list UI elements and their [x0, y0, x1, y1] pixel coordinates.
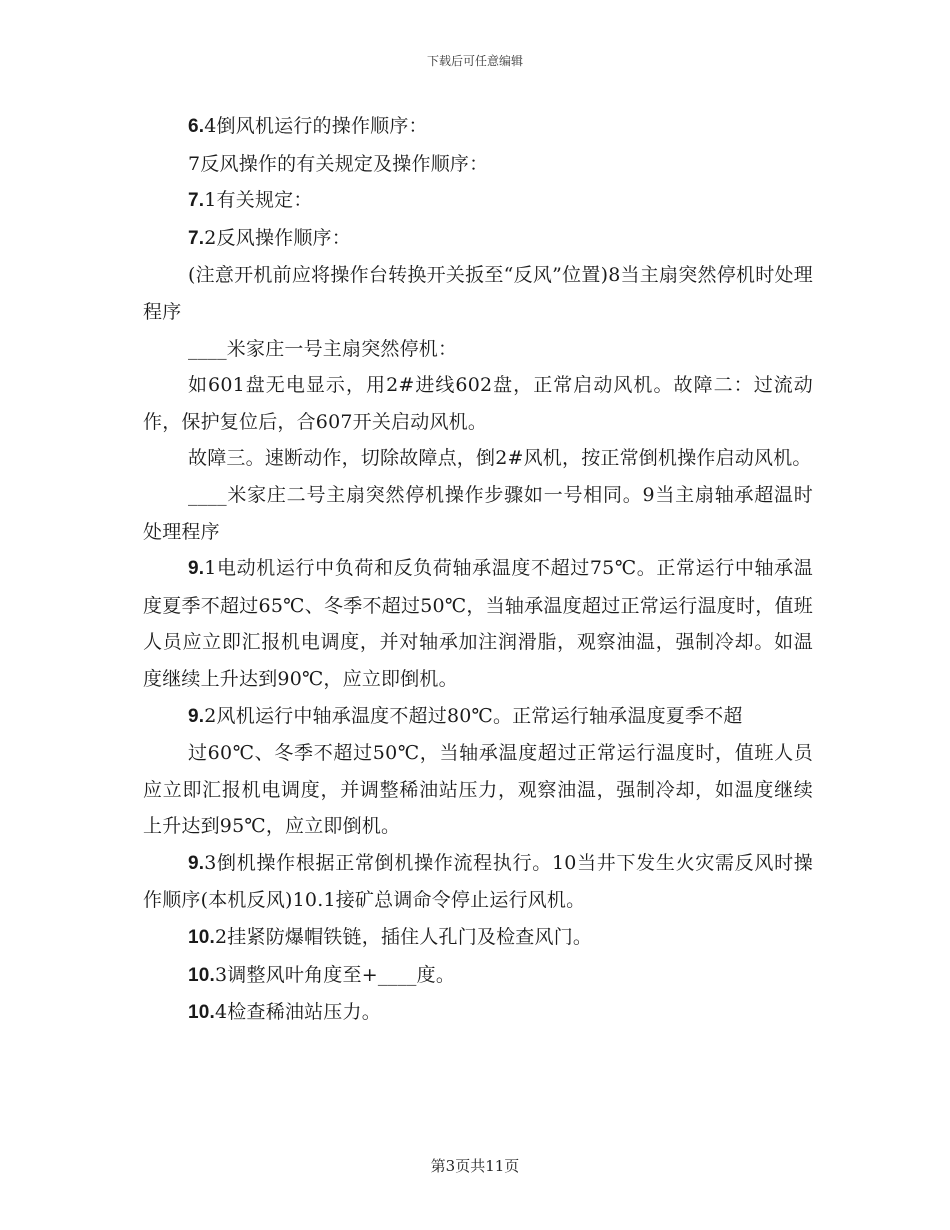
document-body — [143, 108, 813, 1032]
section-number: 6. — [188, 116, 205, 137]
paragraph-text: 如601盘无电显示，用2#进线602盘，正常启动风机。故障二：过流动作，保护复位后，合607开关启动风机。 — [143, 374, 813, 433]
section-number: 10. — [188, 927, 216, 949]
paragraph — [143, 257, 813, 330]
paragraph — [143, 845, 813, 919]
paragraph — [143, 220, 813, 258]
paragraph — [143, 698, 813, 736]
paragraph-text: ____米家庄一号主扇突然停机： — [188, 337, 458, 360]
section-number: 9. — [188, 852, 205, 874]
paragraph — [143, 331, 813, 368]
paragraph-text: (注意开机前应将操作台转换开关扳至“反风”位置)8当主扇突然停机时处理程序 — [143, 264, 813, 323]
paragraph-text: 1电动机运行中负荷和反负荷轴承温度不超过75℃。正常运行中轴承温度夏季不超过65℃、冬季不超过50℃，当轴承温度超过正常运行温度时，值班人员应立即汇报机电调度，并对轴承加注润滑脂，观察油温，强制冷却。如温度继续上升达到90℃，应立即倒机。 — [143, 557, 813, 690]
paragraph-text: 3倒机操作根据正常倒机操作流程执行。10当井下发生火灾需反风时操作顺序(本机反风)10.1接矿总调命令停止运行风机。 — [143, 851, 813, 912]
section-number: 10. — [188, 964, 216, 986]
paragraph-text: 3调整风叶角度至+____度。 — [215, 963, 456, 986]
paragraph — [143, 994, 813, 1032]
paragraph — [143, 477, 813, 550]
paragraph-text: 过60℃、冬季不超过50℃，当轴承温度超过正常运行温度时，值班人员应立即汇报机电调度，并调整稀油站压力，观察油温，强制冷却，如温度继续上升达到95℃，应立即倒机。 — [143, 742, 813, 838]
paragraph — [143, 367, 813, 440]
paragraph — [143, 440, 813, 477]
section-number: 9. — [188, 705, 205, 727]
paragraph-text: 故障三。速断动作，切除故障点，倒2#风机，按正常倒机操作启动风机。 — [188, 447, 812, 470]
paragraph-text: 4检查稀油站压力。 — [215, 1001, 381, 1024]
paragraph-text: 1有关规定： — [204, 189, 313, 212]
paragraph — [143, 182, 813, 220]
paragraph — [143, 957, 813, 995]
paragraph-text: 2风机运行中轴承温度不超过80℃。正常运行轴承温度夏季不超 — [204, 704, 743, 727]
paragraph-text: 2挂紧防爆帽铁链，插住人孔门及检查风门。 — [215, 926, 593, 949]
paragraph — [143, 919, 813, 957]
section-number: 10. — [188, 1002, 216, 1024]
paragraph-text: 2反风操作顺序： — [204, 226, 351, 249]
paragraph-text: 4倒风机运行的操作顺序： — [204, 115, 428, 137]
section-number: 9. — [188, 558, 205, 580]
paragraph-text: 7反风操作的有关规定及操作顺序： — [188, 152, 489, 175]
paragraph — [143, 146, 813, 183]
paragraph — [143, 735, 813, 845]
section-number: 7. — [188, 227, 205, 249]
paragraph-text: ____米家庄二号主扇突然停机操作步骤如一号相同。9当主扇轴承超温时处理程序 — [143, 483, 813, 543]
page-header: 下载后可任意编辑 — [426, 54, 523, 68]
page-footer: 第3页共11页 — [430, 1157, 520, 1175]
paragraph — [143, 550, 813, 697]
section-number: 7. — [188, 190, 205, 212]
paragraph — [143, 108, 813, 146]
